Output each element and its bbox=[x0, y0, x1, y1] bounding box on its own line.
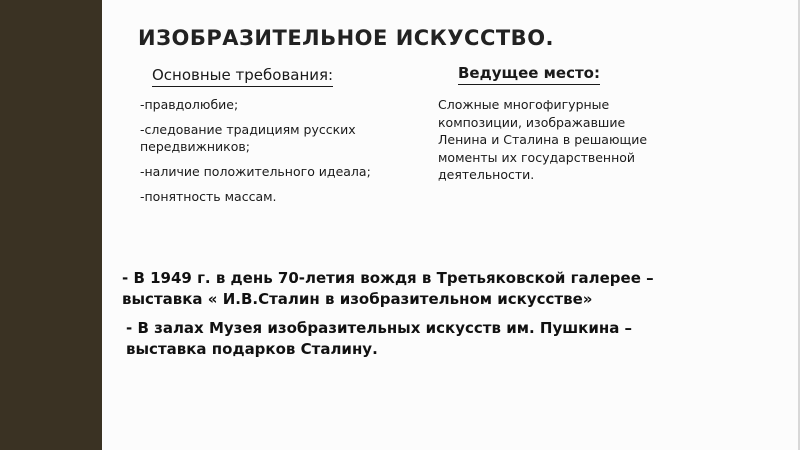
requirements-list bbox=[140, 96, 430, 213]
requirement-item: -следование традициям русских передвижников; bbox=[140, 122, 356, 154]
leading-place-heading-underline bbox=[458, 84, 600, 85]
requirements-heading bbox=[152, 66, 333, 84]
leading-place-heading-text: Ведущее место: bbox=[458, 64, 600, 82]
exhibition-item: - В залах Музея изобразительных искусств им. Пушкина – выставка подарков Сталину. bbox=[126, 319, 633, 358]
requirement-item: -правдолюбие; bbox=[140, 97, 239, 112]
decorative-left-bar bbox=[0, 0, 102, 450]
requirement-item: -наличие положительного идеала; bbox=[140, 164, 371, 179]
requirement-item: -понятность массам. bbox=[140, 189, 277, 204]
exhibitions-block bbox=[122, 268, 682, 368]
exhibition-item: - В 1949 г. в день 70-летия вождя в Третьяковской галерее – выставка « И.В.Сталин в изобразительном искусстве» bbox=[122, 269, 654, 308]
requirements-heading-underline bbox=[152, 86, 333, 87]
leading-place-text: Сложные многофигурные композиции, изображавшие Ленина и Сталина в решающие моменты их государственной деятельности. bbox=[438, 97, 648, 182]
requirements-heading-text: Основные требования: bbox=[152, 66, 334, 84]
slide-title: ИЗОБРАЗИТЕЛЬНОЕ ИСКУССТВО. bbox=[138, 26, 555, 50]
leading-place-heading bbox=[458, 64, 600, 82]
